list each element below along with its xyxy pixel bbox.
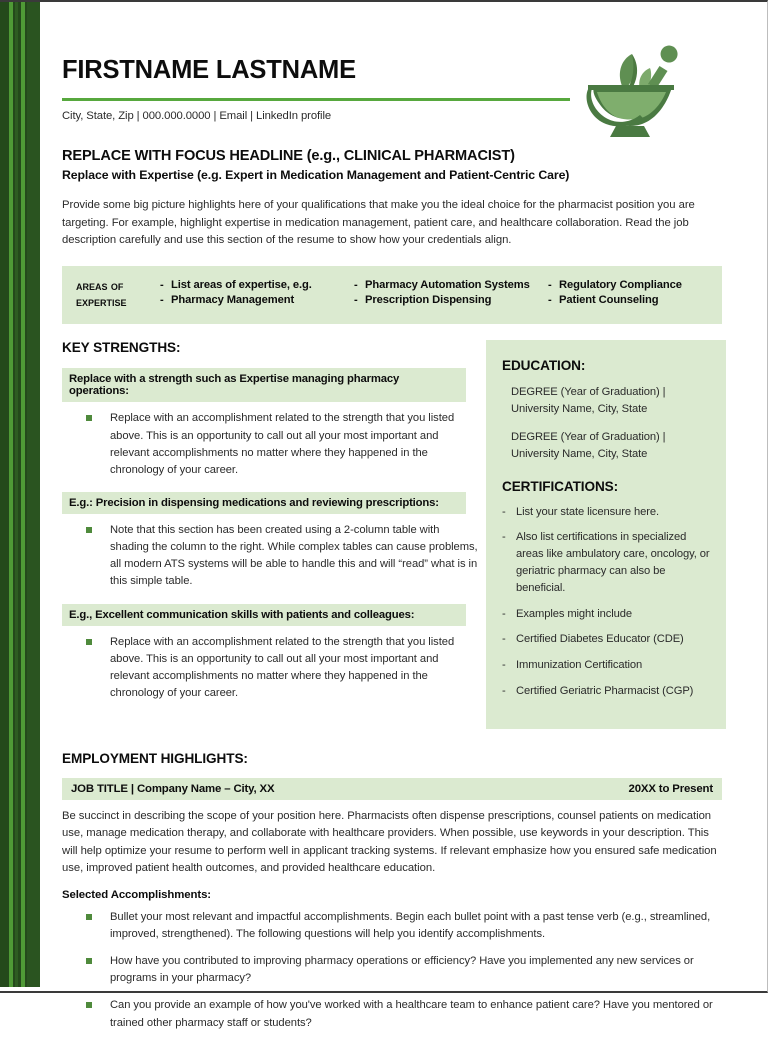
strength-heading: Replace with a strength such as Expertise managing pharmacy operations:	[62, 368, 466, 402]
expertise-item-label: Patient Counseling	[559, 293, 659, 306]
dash-icon: -	[502, 659, 506, 672]
education-title: EDUCATION:	[502, 358, 586, 374]
profile-summary: Provide some big picture highlights here of your qualifications that make you the ideal choice for the pharmacist position you are targeting. For example, highlight expertise in medication management, patient care, and healthcare collaboration. Read the job description carefully and use this section of the resume to show how your credentials align.	[62, 199, 695, 246]
list-item	[84, 909, 714, 943]
expertise-item-label: List areas of expertise, e.g.	[171, 278, 312, 291]
expertise-column-3	[548, 278, 728, 311]
list-item-text: Replace with an accomplishment related to the strength that you listed above. This is an opportunity to call out all your most important and relevant accomplishments no matter where they happened in the chronology of your career.	[110, 635, 455, 699]
areas-of-expertise-box	[62, 266, 722, 325]
dash-icon: -	[160, 278, 164, 291]
expertise-item-label: Regulatory Compliance	[559, 278, 682, 291]
dash-icon: -	[354, 278, 358, 291]
list-item-text: Also list certifications in specialized areas like ambulatory care, oncology, or geriatric pharmacy can also be beneficial.	[516, 531, 710, 594]
expertise-item	[160, 293, 354, 308]
square-bullet-icon	[86, 1002, 92, 1008]
list-item	[502, 631, 710, 648]
dash-icon: -	[160, 293, 164, 306]
employment-highlights-title: EMPLOYMENT HIGHLIGHTS:	[62, 750, 248, 766]
mortar-and-pestle-icon	[580, 42, 684, 142]
selected-accomplishments-label: Selected Accomplishments:	[62, 888, 211, 901]
list-item-text: Examples might include	[516, 607, 632, 620]
accent-stripe-line-1	[9, 2, 13, 987]
strength-heading: E.g.: Precision in dispensing medications and reviewing prescriptions:	[62, 492, 466, 514]
list-item	[84, 997, 714, 1031]
dash-icon: -	[502, 633, 506, 646]
contact-info: City, State, Zip | 000.000.0000 | Email | LinkedIn profile	[62, 109, 332, 122]
job-title-company: JOB TITLE | Company Name – City, XX	[71, 782, 275, 795]
list-item-text: How have you contributed to improving pharmacy operations or efficiency? Have you implemented any new services or programs in your pharmacy?	[110, 955, 694, 985]
areas-of-expertise-columns	[160, 278, 728, 311]
accomplishments-list	[62, 909, 726, 1032]
dash-icon: -	[502, 531, 506, 544]
list-item	[502, 504, 710, 521]
focus-headline: REPLACE WITH FOCUS HEADLINE (e.g., CLINICAL PHARMACIST)	[62, 148, 515, 164]
expertise-item-label: Pharmacy Management	[171, 293, 295, 306]
education-entry: DEGREE (Year of Graduation) | University Name, City, State	[511, 431, 666, 460]
list-item	[502, 683, 710, 700]
list-item	[84, 410, 478, 479]
sidebar-panel	[486, 340, 726, 728]
list-item-text: List your state licensure here.	[516, 505, 660, 518]
page-title: FIRSTNAME LASTNAME	[62, 56, 356, 84]
resume-content	[62, 2, 726, 1042]
dash-icon: -	[354, 293, 358, 306]
strength-bullets	[62, 410, 478, 479]
resume-header	[62, 2, 726, 122]
job-dates: 20XX to Present	[628, 782, 713, 795]
list-item	[502, 657, 710, 674]
certifications-title: CERTIFICATIONS:	[502, 478, 619, 494]
expertise-column-1	[160, 278, 354, 311]
job-summary: Be succinct in describing the scope of your position here. Pharmacists often dispense prescriptions, counsel patients on medication use, manage medication therapy, and collaborate with healthcare providers. When possible, use keywords in your description. This will help optimize your resume to perform well in applicant tracking systems. If relevant emphasize how you ensured safe medication use, improved patient health outcomes, and provided healthcare education.	[62, 809, 717, 875]
square-bullet-icon	[86, 958, 92, 964]
areas-of-expertise-label-line2: expertise	[76, 294, 127, 309]
list-item-text: Certified Diabetes Educator (CDE)	[516, 633, 684, 646]
accent-stripe-line-4	[27, 2, 40, 987]
job-header-bar	[62, 778, 722, 800]
dash-icon: -	[548, 293, 552, 306]
list-item	[84, 634, 478, 703]
certifications-list	[502, 504, 710, 700]
key-strengths-title: KEY STRENGTHS:	[62, 340, 181, 356]
left-accent-stripe	[0, 2, 40, 987]
list-item	[84, 953, 714, 987]
expertise-item	[354, 278, 548, 293]
dash-icon: -	[548, 278, 552, 291]
header-divider	[62, 98, 570, 101]
list-item-text: Immunization Certification	[516, 659, 643, 672]
list-item-text: Certified Geriatric Pharmacist (CGP)	[516, 685, 694, 697]
education-entry: DEGREE (Year of Graduation) | University Name, City, State	[511, 386, 666, 416]
list-item-text: Replace with an accomplishment related to the strength that you listed above. This is an opportunity to call out all your most important and relevant accomplishments no matter where they happened in the chronology of your career.	[110, 412, 455, 476]
list-item	[502, 529, 710, 596]
areas-of-expertise-label	[76, 278, 160, 311]
expertise-item	[548, 278, 728, 293]
strength-bullets	[62, 522, 478, 591]
expertise-item-label: Pharmacy Automation Systems	[365, 278, 530, 291]
dash-icon: -	[502, 685, 506, 697]
dash-icon: -	[502, 607, 506, 620]
education-certifications-column	[486, 340, 726, 728]
square-bullet-icon	[86, 415, 92, 421]
expertise-item	[160, 278, 354, 293]
strengths-and-sidebar	[62, 340, 726, 728]
expertise-item	[354, 293, 548, 308]
expertise-item-label: Prescription Dispensing	[365, 293, 492, 306]
dash-icon: -	[502, 505, 506, 518]
expertise-item	[548, 293, 728, 308]
expertise-subheadline: Replace with Expertise (e.g. Expert in Medication Management and Patient-Centric Care)	[62, 168, 570, 182]
expertise-column-2	[354, 278, 548, 311]
strength-heading: E.g., Excellent communication skills with patients and colleagues:	[62, 604, 466, 626]
accent-stripe-line-2	[15, 2, 18, 987]
strength-bullets	[62, 634, 478, 703]
list-item-text: Note that this section has been created using a 2-column table with shading the column to the right. While complex tables can cause problems, all modern ATS systems will be able to handle this and will “read” what is in this simple table.	[110, 524, 478, 588]
accent-stripe-line-3	[21, 2, 25, 987]
list-item	[84, 522, 478, 591]
areas-of-expertise-label-line1: areas of	[76, 278, 124, 293]
square-bullet-icon	[86, 639, 92, 645]
list-item-text: Can you provide an example of how you've worked with a healthcare team to enhance patient care? Have you mentored or trained other pharmacy staff or students?	[110, 999, 713, 1029]
square-bullet-icon	[86, 914, 92, 920]
list-item-text: Bullet your most relevant and impactful accomplishments. Begin each bullet point with a past tense verb (e.g., streamlined, improved, strengthened). The following questions will help you identify accomplishments.	[110, 910, 711, 940]
list-item	[502, 606, 710, 623]
square-bullet-icon	[86, 527, 92, 533]
key-strengths-column	[62, 340, 478, 708]
